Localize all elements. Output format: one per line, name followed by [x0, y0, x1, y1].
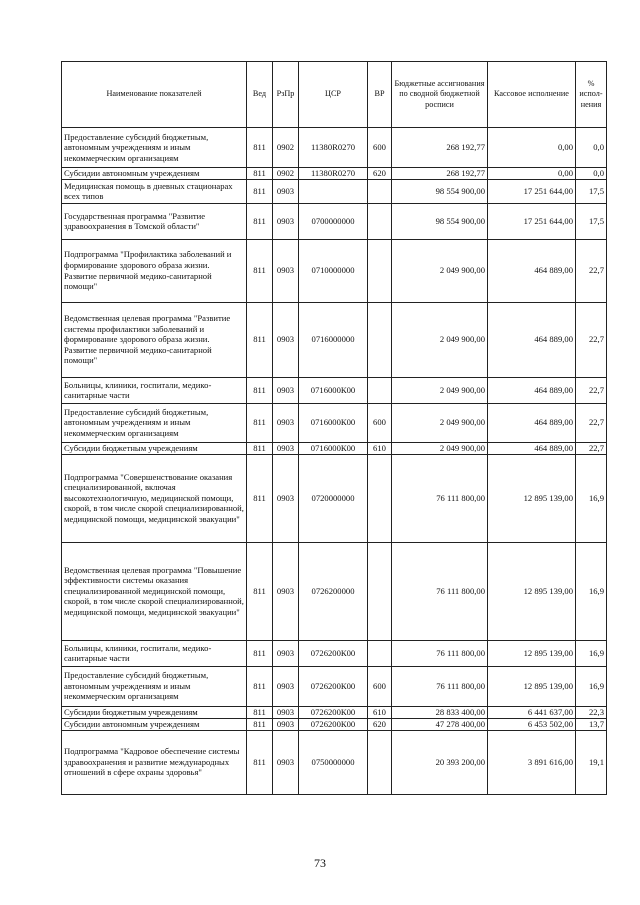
row-cash: 6 441 637,00	[488, 706, 576, 718]
table-row	[62, 454, 607, 542]
row-budget: 98 554 900,00	[392, 203, 488, 239]
row-ved: 811	[247, 718, 273, 730]
row-rzpr: 0902	[273, 128, 299, 168]
table-row	[62, 706, 607, 718]
row-percent: 22,3	[576, 706, 607, 718]
row-percent: 16,9	[576, 666, 607, 706]
row-rzpr: 0902	[273, 168, 299, 180]
header-rzpr: РзПр	[273, 62, 299, 128]
row-csr: 0716000К00	[299, 377, 368, 403]
row-name: Медицинская помощь в дневных стационарах всех типов	[62, 179, 247, 203]
row-csr: 0710000000	[299, 239, 368, 302]
row-vr: 600	[368, 666, 392, 706]
row-percent: 22,7	[576, 302, 607, 377]
row-rzpr: 0903	[273, 706, 299, 718]
row-budget: 76 111 800,00	[392, 454, 488, 542]
row-vr: 620	[368, 718, 392, 730]
row-ved: 811	[247, 666, 273, 706]
row-budget: 47 278 400,00	[392, 718, 488, 730]
row-csr: 0726200К00	[299, 666, 368, 706]
table-row	[62, 179, 607, 203]
row-name: Субсидии автономным учреждениям	[62, 718, 247, 730]
row-budget: 2 049 900,00	[392, 403, 488, 442]
header-csr: ЦСР	[299, 62, 368, 128]
row-cash: 12 895 139,00	[488, 666, 576, 706]
row-budget: 28 833 400,00	[392, 706, 488, 718]
row-percent: 17,5	[576, 203, 607, 239]
row-ved: 811	[247, 454, 273, 542]
row-name: Предоставление субсидий бюджетным, автономным учреждениям и иным некоммерческим организациям	[62, 403, 247, 442]
row-cash: 3 891 616,00	[488, 730, 576, 794]
row-vr	[368, 179, 392, 203]
row-rzpr: 0903	[273, 442, 299, 454]
header-vr: ВР	[368, 62, 392, 128]
row-csr: 0726200К00	[299, 718, 368, 730]
row-name: Ведомственная целевая программа "Развитие системы профилактики заболеваний и формирование здорового образа жизни. Развитие первичной медико-санитарной помощи"	[62, 302, 247, 377]
row-percent: 13,7	[576, 718, 607, 730]
row-cash: 12 895 139,00	[488, 454, 576, 542]
table-row	[62, 442, 607, 454]
header-cash: Кассовое исполнение	[488, 62, 576, 128]
row-name: Предоставление субсидий бюджетным, автономным учреждениям и иным некоммерческим организациям	[62, 128, 247, 168]
row-name: Предоставление субсидий бюджетным, автономным учреждениям и иным некоммерческим организациям	[62, 666, 247, 706]
budget-table	[61, 61, 607, 795]
row-csr: 0716000К00	[299, 442, 368, 454]
page-number: 73	[314, 856, 326, 870]
row-percent: 22,7	[576, 377, 607, 403]
row-budget: 2 049 900,00	[392, 442, 488, 454]
row-csr: 0726200000	[299, 542, 368, 640]
table-row	[62, 168, 607, 180]
row-ved: 811	[247, 730, 273, 794]
table-row	[62, 542, 607, 640]
row-vr	[368, 203, 392, 239]
row-cash: 464 889,00	[488, 239, 576, 302]
row-rzpr: 0903	[273, 377, 299, 403]
row-vr: 610	[368, 442, 392, 454]
row-percent: 16,9	[576, 542, 607, 640]
row-rzpr: 0903	[273, 718, 299, 730]
row-vr	[368, 730, 392, 794]
row-vr: 620	[368, 168, 392, 180]
row-name: Ведомственная целевая программа "Повышение эффективности системы оказания специализированной медицинской помощи, скорой, в том числе скорой специализированной, медицинской помощи, медицинской эвакуации"	[62, 542, 247, 640]
row-name: Больницы, клиники, госпитали, медико-санитарные части	[62, 640, 247, 666]
row-percent: 17,5	[576, 179, 607, 203]
row-name: Государственная программа "Развитие здравоохранения в Томской области"	[62, 203, 247, 239]
row-percent: 22,7	[576, 239, 607, 302]
row-budget: 76 111 800,00	[392, 666, 488, 706]
row-name: Субсидии бюджетным учреждениям	[62, 442, 247, 454]
row-cash: 464 889,00	[488, 377, 576, 403]
row-budget: 268 192,77	[392, 128, 488, 168]
row-csr: 0750000000	[299, 730, 368, 794]
row-cash: 17 251 644,00	[488, 179, 576, 203]
row-rzpr: 0903	[273, 179, 299, 203]
row-cash: 0,00	[488, 168, 576, 180]
row-ved: 811	[247, 442, 273, 454]
table-row	[62, 718, 607, 730]
row-csr: 0720000000	[299, 454, 368, 542]
table-row	[62, 239, 607, 302]
row-ved: 811	[247, 179, 273, 203]
row-budget: 2 049 900,00	[392, 239, 488, 302]
header-percent: % испол-нения	[576, 62, 607, 128]
row-vr	[368, 454, 392, 542]
row-ved: 811	[247, 542, 273, 640]
row-csr: 11380R0270	[299, 128, 368, 168]
row-csr: 0726200К00	[299, 640, 368, 666]
row-ved: 811	[247, 168, 273, 180]
header-name: Наименование показателей	[62, 62, 247, 128]
row-name: Подпрограмма "Кадровое обеспечение системы здравоохранения и развитие международных отношений в сфере охраны здоровья"	[62, 730, 247, 794]
table-row	[62, 128, 607, 168]
row-percent: 16,9	[576, 640, 607, 666]
row-vr	[368, 542, 392, 640]
row-name: Подпрограмма "Профилактика заболеваний и формирование здорового образа жизни. Развитие первичной медико-санитарной помощи"	[62, 239, 247, 302]
row-rzpr: 0903	[273, 640, 299, 666]
row-cash: 464 889,00	[488, 403, 576, 442]
row-name: Подпрограмма "Совершенствование оказания специализированной, включая высокотехнологичную, медицинской помощи, скорой, в том числе скорой специализированной, медицинской помощи, медицинской эвакуации"	[62, 454, 247, 542]
row-percent: 22,7	[576, 403, 607, 442]
row-percent: 19,1	[576, 730, 607, 794]
row-name: Субсидии автономным учреждениям	[62, 168, 247, 180]
row-ved: 811	[247, 377, 273, 403]
row-ved: 811	[247, 706, 273, 718]
table-row	[62, 377, 607, 403]
row-rzpr: 0903	[273, 730, 299, 794]
row-cash: 0,00	[488, 128, 576, 168]
row-name: Субсидии бюджетным учреждениям	[62, 706, 247, 718]
row-ved: 811	[247, 403, 273, 442]
row-csr: 11380R0270	[299, 168, 368, 180]
row-cash: 12 895 139,00	[488, 542, 576, 640]
row-cash: 6 453 502,00	[488, 718, 576, 730]
row-csr: 0716000000	[299, 302, 368, 377]
row-rzpr: 0903	[273, 454, 299, 542]
row-vr	[368, 640, 392, 666]
row-vr: 600	[368, 403, 392, 442]
row-rzpr: 0903	[273, 203, 299, 239]
row-vr	[368, 377, 392, 403]
row-csr: 0700000000	[299, 203, 368, 239]
table-row	[62, 302, 607, 377]
row-budget: 20 393 200,00	[392, 730, 488, 794]
row-budget: 76 111 800,00	[392, 640, 488, 666]
row-budget: 2 049 900,00	[392, 302, 488, 377]
row-name: Больницы, клиники, госпитали, медико-санитарные части	[62, 377, 247, 403]
table-row	[62, 730, 607, 794]
row-budget: 98 554 900,00	[392, 179, 488, 203]
row-vr: 610	[368, 706, 392, 718]
row-percent: 0,0	[576, 168, 607, 180]
table-row	[62, 403, 607, 442]
header-row	[62, 62, 607, 128]
row-rzpr: 0903	[273, 542, 299, 640]
row-vr: 600	[368, 128, 392, 168]
row-rzpr: 0903	[273, 403, 299, 442]
row-rzpr: 0903	[273, 302, 299, 377]
row-percent: 16,9	[576, 454, 607, 542]
header-ved: Вед	[247, 62, 273, 128]
table-row	[62, 666, 607, 706]
table-row	[62, 203, 607, 239]
row-csr: 0716000К00	[299, 403, 368, 442]
row-csr: 0726200К00	[299, 706, 368, 718]
row-cash: 12 895 139,00	[488, 640, 576, 666]
row-ved: 811	[247, 128, 273, 168]
row-ved: 811	[247, 302, 273, 377]
row-budget: 76 111 800,00	[392, 542, 488, 640]
header-budget: Бюджетные ассигнования по сводной бюджетной росписи	[392, 62, 488, 128]
row-cash: 464 889,00	[488, 442, 576, 454]
row-cash: 17 251 644,00	[488, 203, 576, 239]
row-rzpr: 0903	[273, 666, 299, 706]
row-budget: 2 049 900,00	[392, 377, 488, 403]
table-row	[62, 640, 607, 666]
row-rzpr: 0903	[273, 239, 299, 302]
row-ved: 811	[247, 239, 273, 302]
row-vr	[368, 239, 392, 302]
row-percent: 22,7	[576, 442, 607, 454]
row-vr	[368, 302, 392, 377]
row-ved: 811	[247, 203, 273, 239]
row-cash: 464 889,00	[488, 302, 576, 377]
row-ved: 811	[247, 640, 273, 666]
row-budget: 268 192,77	[392, 168, 488, 180]
row-percent: 0,0	[576, 128, 607, 168]
row-csr	[299, 179, 368, 203]
